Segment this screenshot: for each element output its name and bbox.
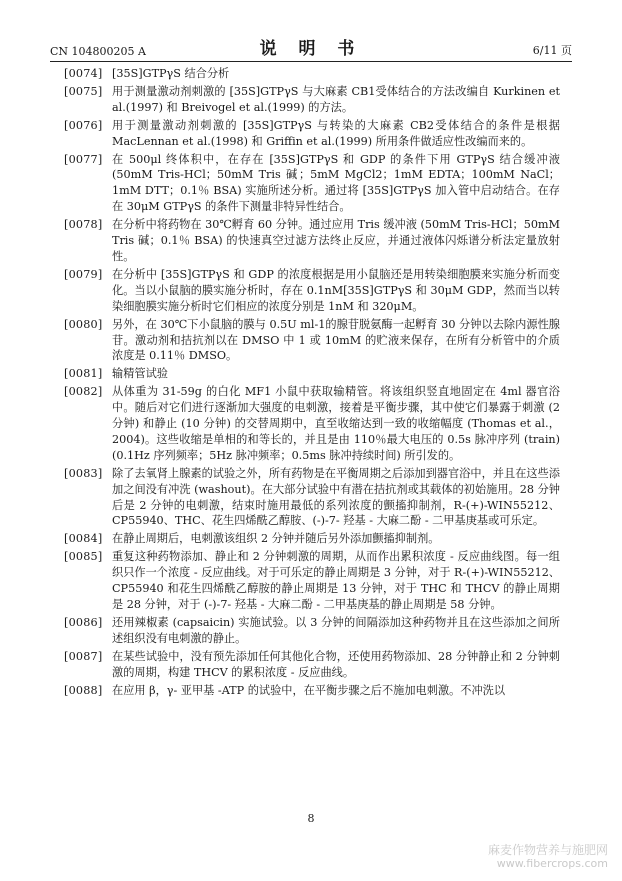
document-body [64,66,560,700]
paragraph-text: [35S]GTPγS 结合分析 [112,67,230,80]
paragraph-text: 在 500μl 终体积中，在存在 [35S]GTPγS 和 GDP 的条件下用 GTPγS 结合缓冲液 (50mM Tris-HCl；50mM Tris 碱；5mM MgCl2；1mM EDTA；100mM NaCl；1mM DTT；0.1％ BSA) 实施所述分析。通过将 [35S]GTPγS 加入管中启动结合。在存在 30μM GTPγS 的条件下测量非特异性结合。 [112,152,560,214]
paragraph-text: 在应用 β，γ- 亚甲基 -ATP 的试验中，在平衡步骤之后不施加电刺激。不冲洗以 [112,683,506,697]
paragraph-number: [0087] [64,649,103,663]
paragraph-text: 还用辣椒素 (capsaicin) 实施试验。以 3 分钟的间隔添加这种药物并且在这些添加之间所述组织没有电刺激的静止。 [112,615,560,645]
watermark [488,843,608,871]
paragraph-number: [0088] [64,683,103,697]
paragraph-text: 在静止周期后，电刺激该组织 2 分钟并随后另外添加颤搐抑制剂。 [112,532,440,546]
paragraph [64,615,560,647]
paragraph [64,217,560,265]
paragraph-text: 从体重为 31-59g 的白化 MF1 小鼠中获取输精管。将该组织竖直地固定在 4ml 器官浴中。随后对它们进行逐渐加大强度的电刺激，接着是平衡步骤，其中使它们暴露于刺激 (2 分钟) 和静止 (10 分钟) 的交替周期中，直至收缩达到一致的收缩幅度 (Thomas et al.，2004)。这些收缩是单相的和等长的，并且是由 110％最大电压的 0.5s 脉冲序列 (train) (0.1Hz 序列频率；5Hz 脉冲频率；0.5ms 脉冲持续时间) 所引发的。 [112,385,560,462]
paragraph-text: 在分析中 [35S]GTPγS 和 GDP 的浓度根据是用小鼠脑还是用转染细胞膜来实施分析而变化。当以小鼠脑的膜实施分析时，存在 0.1nM[35S]GTPγS 和 30μM GDP，然而当以转染细胞膜实施分析时它们相应的浓度分别是 1nM 和 320μM。 [112,267,560,313]
page-header [50,30,572,62]
paragraph [64,384,560,464]
paragraph [64,267,560,315]
paragraph-text: 输精管试验 [112,367,168,381]
paragraph-text: 重复这种药物添加、静止和 2 分钟刺激的周期，从而作出累积浓度 - 反应曲线图。每一组织只作一个浓度 - 反应曲线。对于可乐定的静止周期是 3 分钟，对于 R-(+)-WIN55212、CP55940 和花生四烯酰乙醇胺的静止周期是 13 分钟，对于 THC 和 THCV 的静止周期是 28 分钟，对于 (-)-7- 羟基 - 大麻二酚 - 二甲基庚基的静止周期是 58 分钟。 [112,550,560,611]
paragraph-number: [0086] [64,615,103,629]
paragraph-number: [0076] [64,118,103,132]
paragraph-number: [0084] [64,532,103,546]
paragraph [64,649,560,681]
paragraph-number: [0074] [64,67,103,80]
doc-title: 说 明 书 [259,39,363,59]
paragraph-text: 用于测量激动剂刺激的 [35S]GTPγS 与转染的大麻素 CB2受体结合的条件是根据 MacLennan et al.(1998) 和 Griffin et al.(1999) 所用条件做适应性改编而来的。 [112,118,560,148]
paragraph [64,66,560,82]
paragraph-number: [0083] [64,466,103,480]
paragraph-text: 另外，在 30℃下小鼠脑的膜与 0.5U ml-1的腺苷脱氨酶一起孵育 30 分钟以去除内源性腺苷。激动剂和拮抗剂以在 DMSO 中 1 或 10mM 的贮液来保存，在所有分析管中的介质浓度是 0.11％ DMSO。 [112,317,560,363]
page-indicator: 6/11 页 [532,44,572,57]
watermark-line-2: www.fibercrops.com [496,857,608,870]
paragraph-number: [0075] [64,84,103,98]
page-number: 8 [307,812,315,825]
paragraph-number: [0085] [64,550,103,564]
paragraph [64,317,560,365]
paragraph [64,152,560,216]
paragraph [64,118,560,150]
paragraph-number: [0079] [64,267,103,281]
paragraph-number: [0080] [64,317,103,331]
paragraph [64,531,560,547]
paragraph [64,683,560,699]
paragraph-text: 在分析中将药物在 30℃孵育 60 分钟。通过应用 Tris 缓冲液 (50mM Tris-HCl；50mM Tris 碱；0.1％ BSA) 的快速真空过滤方法终止反应，并通过液体闪烁谱分析法定量放射性。 [112,218,560,263]
paragraph-number: [0082] [64,385,103,399]
paragraph-text: 在某些试验中，没有预先添加任何其他化合物，还使用药物添加、28 分钟静止和 2 分钟刺激的周期，构建 THCV 的累积浓度 - 反应曲线。 [112,649,560,679]
paragraph-text: 除了去氧肾上腺素的试验之外，所有药物是在平衡周期之后添加到器官浴中，并且在这些添加之间没有冲洗 (washout)。在大部分试验中有潜在拮抗剂或其载体的初始施用。28 分钟后是 2 分钟的电刺激，结束时施用最低的系列浓度的颤搐抑制剂，R-(+)-WIN55212、CP55940、THC、花生四烯酰乙醇胺、(-)-7- 羟基 - 大麻二酚 - 二甲基庚基或可乐定。 [112,466,560,528]
paragraph-text: 用于测量激动剂刺激的 [35S]GTPγS 与大麻素 CB1受体结合的方法改编自 Kurkinen et al.(1997) 和 Breivogel et al.(1999) 的方法。 [112,84,560,114]
paragraph [64,366,560,382]
paragraph-number: [0078] [64,218,103,232]
paragraph [64,466,560,530]
doc-number: CN 104800205 A [50,45,146,58]
watermark-line-1: 麻麦作物营养与施肥网 [487,843,608,857]
paragraph-number: [0081] [64,367,103,381]
paragraph [64,549,560,613]
paragraph-number: [0077] [64,152,103,166]
paragraph [64,84,560,116]
